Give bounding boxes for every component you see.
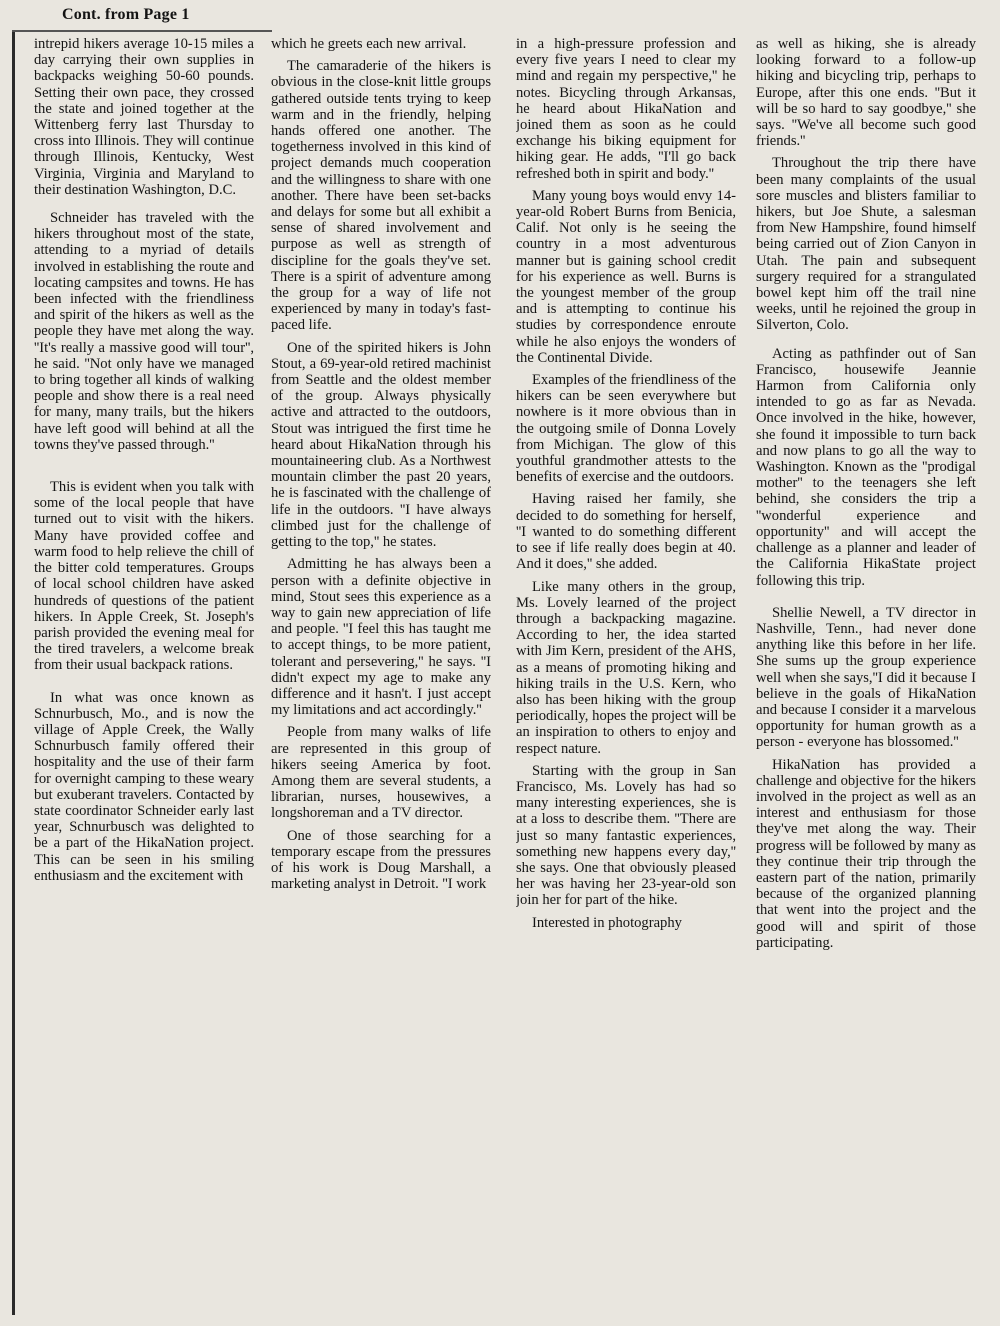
header-rule xyxy=(12,30,272,32)
left-column-rule xyxy=(12,30,15,1315)
article-paragraph: Starting with the group in San Francisco, Ms. Lovely has had so many interesting experiences, she is at a loss to describe them. ''There are just so many fantastic experiences, something new happens every day,'' she says. One that obviously pleased her was having her 23-year-old son join her for part of the hike. xyxy=(516,762,736,909)
article-paragraph: Admitting he has always been a person with a definite objective in mind, Stout sees this experience as a way to gain new appreciation of life and people. ''I feel this has taught me to accept things, to be more patient, tolerant and persevering,'' he says. ''I didn't expect my age to make any difference and it hasn't. I just accept my limitations and act accordingly.'' xyxy=(271,556,491,719)
article-column-2 xyxy=(271,36,491,1322)
article-paragraph: Many young boys would envy 14-year-old Robert Burns from Benicia, Calif. Not only is he seeing the country in a most adventurous manner but is gaining school credit for his experience as well. Burns is the youngest member of the group and is attempting to continue his studies by correspondence enroute while he also enjoys the wonders of the Continental Divide. xyxy=(516,187,736,366)
article-paragraph: in a high-pressure profession and every five years I need to clear my mind and regain my perspective,'' he notes. Bicycling through Arkansas, he heard about HikaNation and joined them as soon as he could exchange his biking equipment for hiking gear. He adds, ''I'll go back refreshed both in spirit and body.'' xyxy=(516,36,736,182)
article-paragraph: One of those searching for a temporary escape from the pressures of his work is Doug Marshall, a marketing analyst in Detroit. ''I work xyxy=(271,827,491,893)
article-paragraph: as well as hiking, she is already looking forward to a follow-up hiking and bicycling trip, perhaps to Europe, after this one ends. ''But it will be so hard to say goodbye,'' she says. ''We've all become such good friends.'' xyxy=(756,36,976,150)
article-paragraph: One of the spirited hikers is John Stout, a 69-year-old retired machinist from Seattle and the oldest member of the group. Always physically active and attracted to the outdoors, Stout was intrigued the first time he heard about HikaNation through his mountaineering club. As a Northwest mountain climber the past 20 years, he is fascinated with the challenge of life in the outdoors. ''I have always climbed just for the challenge of getting to the top,'' he states. xyxy=(271,339,491,551)
article-paragraph: Examples of the friendliness of the hikers can be seen everywhere but nowhere is it more obvious than in the outgoing smile of Donna Lovely from Michigan. The glow of this youthful grandmother attests to the benefits of exercise and the outdoors. xyxy=(516,372,736,486)
article-column-3 xyxy=(516,36,736,1322)
article-paragraph: Acting as pathfinder out of San Francisco, housewife Jeannie Harmon from California only intended to go as far as Nevada. Once involved in the hike, however, she found it impossible to turn back and now plans to go all the way to Washington. Known as the ''prodigal mother'' to the teenagers she left behind, she considers the trip a ''wonderful experience and opportunity'' and will accept the challenge as a planner and leader of the California HikaState project following this trip. xyxy=(756,345,976,589)
article-paragraph: Interested in photography xyxy=(532,914,682,931)
article-column-4 xyxy=(756,36,976,1322)
article-paragraph: Shellie Newell, a TV director in Nashville, Tenn., had never done anything like this before in her life. She sums up the group experience well when she says,''I did it because I believe in the goals of HikaNation and because I consider it a marvelous opportunity for human growth as a person - everyone has blossomed.'' xyxy=(756,604,976,751)
article-paragraph: HikaNation has provided a challenge and objective for the hikers involved in the project as well as an interest and enthusiasm for those they've met along the way. Their progress will be followed by many as they continue their trip through the eastern part of the nation, primarily because of the organized planning that went into the project and the good will and spirit of those participating. xyxy=(756,756,976,951)
article-paragraph: In what was once known as Schnurbusch, Mo., and is now the village of Apple Creek, the Wally Schnurbusch family offered their hospitality and the use of their farm for overnight camping to these weary but exuberant travelers. Contacted by state coordinator Schneider early last year, Schnurbusch was delighted to be a part of the HikaNation project. This can be seen in his smiling enthusiasm and the excitement with xyxy=(34,689,254,884)
article-paragraph: The camaraderie of the hikers is obvious in the close-knit little groups gathered outside tents trying to keep warm and in the friendly, helping hands offered one another. The togetherness involved in this kind of project demands much cooperation and the willingness to share with one another. There have been set-backs and delays for some but all exhibit a sense of shared involvement and purpose as well as strength of discipline for the goals they've set. There is a spirit of adventure among the group for a way of life not experienced by many in today's fast-paced life. xyxy=(271,58,491,334)
article-paragraph: Throughout the trip there have been many complaints of the usual sore muscles and blisters familiar to hikers, but Joe Shute, a salesman from New Hampshire, found himself being carried out of Zion Canyon in Utah. The pain and subsequent surgery required for a strangulated bowel kept him off the trail nine weeks, until he rejoined the group in Silverton, Colo. xyxy=(756,155,976,334)
article-paragraph: which he greets each new arrival. xyxy=(271,36,467,52)
article-paragraph: Schneider has traveled with the hikers throughout most of the state, attending to a myriad of details involved in establishing the route and locating campsites and towns. He has been infected with the friendliness and spirit of the hikers as well as the people they have met along the way. ''It's really a massive good will tour'', he said. ''Not only have we managed to bring together all kinds of walking people and show there is a real need for many, many trails, but the hikers have left good will behind at all the towns they've passed through.'' xyxy=(34,210,254,453)
article-paragraph: Like many others in the group, Ms. Lovely learned of the project through a backpacking magazine. According to her, the idea started with Jim Kern, president of the AHS, as a means of promoting hiking and hiking trails in the U.S. Kern, who also has been hiking with the group periodically, hopes the project will be an inspiration to others to enjoy and respect nature. xyxy=(516,578,736,757)
article-paragraph: Having raised her family, she decided to do something for herself, ''I wanted to do something different to see if life really does begin at 40. And it does,'' she added. xyxy=(516,491,736,573)
article-paragraph: intrepid hikers average 10-15 miles a day carrying their own supplies in backpacks weighing 50-60 pounds. Setting their own pace, they crossed the state and joined together at the Wittenberg ferry last Thursday to cross into Illinois. They will continue through Illinois, Kentucky, West Virginia, Virginia and Maryland to their destination Washington, D.C. xyxy=(34,36,254,198)
article-column-1 xyxy=(34,36,254,1322)
continuation-header: Cont. from Page 1 xyxy=(62,6,190,23)
article-paragraph: This is evident when you talk with some of the local people that have turned out to visit with the hikers. Many have provided coffee and warm food to help relieve the chill of the bitter cold temperatures. Groups of local school children have asked hundreds of questions of the patient hikers. In Apple Creek, St. Joseph's parish provided the evening meal for the tired travelers, a welcome break from their usual backpack rations. xyxy=(34,479,254,674)
article-paragraph: People from many walks of life are represented in this group of hikers seeing America by foot. Among them are several students, a librarian, nurses, housewives, a longshoreman and a TV director. xyxy=(271,724,491,822)
